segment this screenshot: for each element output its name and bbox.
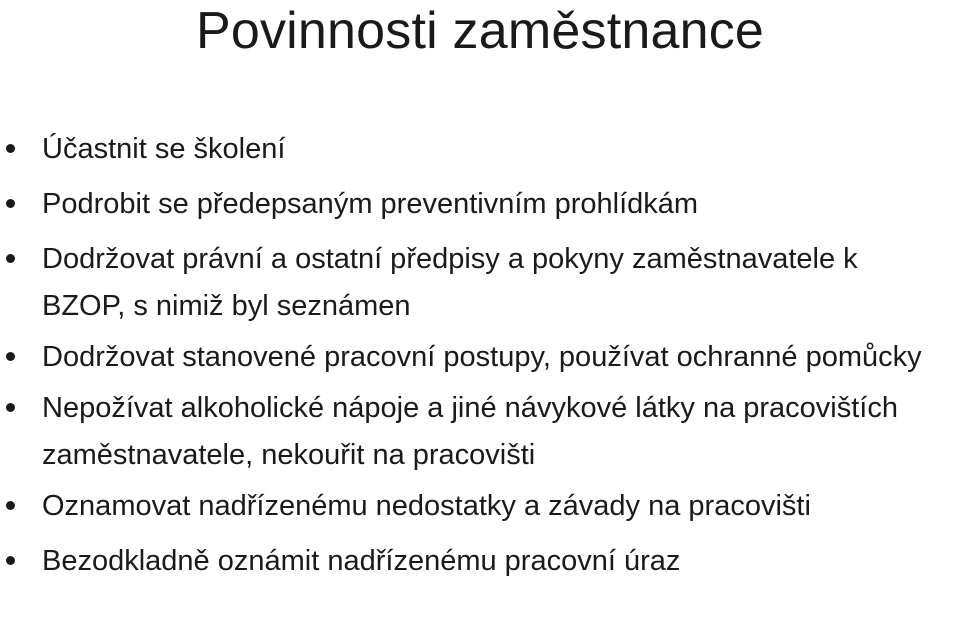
bullet-icon: [6, 199, 15, 208]
bullet-item: [0, 538, 960, 585]
bullet-icon: [6, 403, 15, 412]
bullet-item: [0, 385, 960, 479]
bullet-text: Oznamovat nadřízenému nedostatky a závady na pracovišti: [42, 490, 811, 522]
bullet-list: [0, 126, 960, 593]
slide-title: Povinnosti zaměstnance: [195, 2, 765, 60]
bullet-text: Účastnit se školení: [42, 133, 286, 165]
bullet-item: [0, 181, 960, 228]
bullet-icon: [6, 352, 15, 361]
bullet-item: [0, 236, 960, 330]
bullet-text: Podrobit se předepsaným preventivním prohlídkám: [42, 188, 699, 220]
bullet-item: [0, 126, 960, 173]
bullet-item: [0, 483, 960, 530]
bullet-item: [0, 334, 960, 381]
bullet-icon: [6, 501, 15, 510]
bullet-text: Dodržovat stanovené pracovní postupy, používat ochranné pomůcky: [42, 341, 922, 373]
bullet-icon: [6, 556, 15, 565]
bullet-text: Nepožívat alkoholické nápoje a jiné návykové látky na pracovištích zaměstnavatele, nekouřit na pracovišti: [42, 392, 898, 471]
bullet-icon: [6, 144, 15, 153]
bullet-text: Dodržovat právní a ostatní předpisy a pokyny zaměstnavatele k BZOP, s nimiž byl seznámen: [42, 243, 858, 322]
bullet-text: Bezodkladně oznámit nadřízenému pracovní úraz: [42, 545, 681, 577]
bullet-icon: [6, 254, 15, 263]
